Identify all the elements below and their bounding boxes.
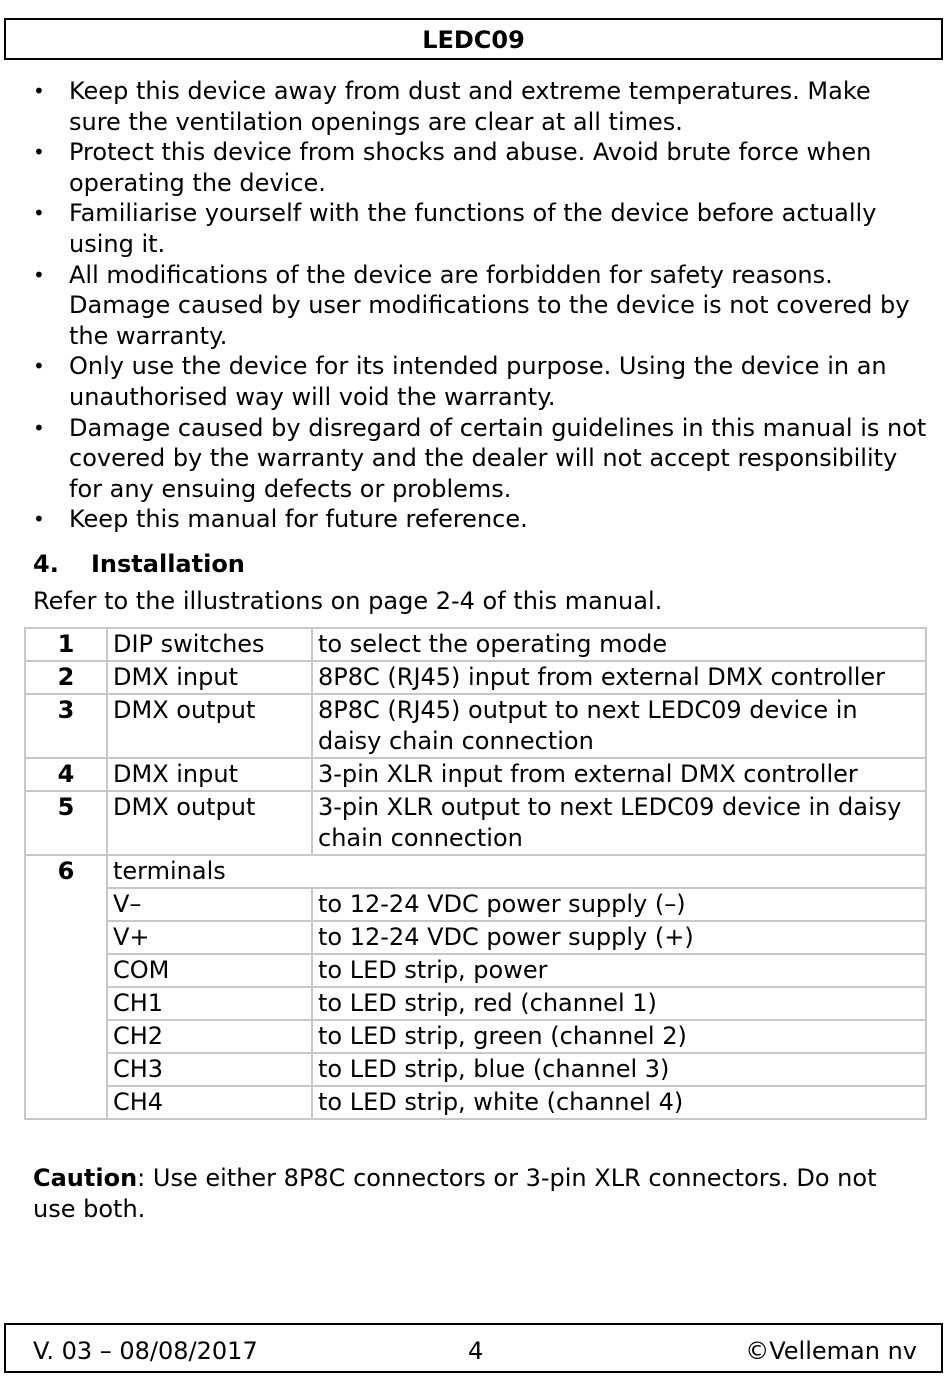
terminal-name: COM bbox=[107, 954, 312, 987]
copyright: ©Velleman nv bbox=[745, 1337, 917, 1365]
bullet-icon: • bbox=[33, 354, 45, 379]
section-number: 4. bbox=[33, 550, 59, 578]
terminal-description: to LED strip, red (channel 1) bbox=[312, 987, 926, 1020]
bullet-icon: • bbox=[33, 415, 45, 440]
table-row bbox=[25, 954, 926, 987]
caution-label: Caution bbox=[33, 1164, 138, 1192]
terminal-description: to LED strip, white (channel 4) bbox=[312, 1086, 926, 1119]
page-number: 4 bbox=[468, 1337, 484, 1365]
part-number: 4 bbox=[25, 758, 107, 791]
part-name: DMX input bbox=[107, 661, 312, 694]
list-item: • Keep this device away from dust and extreme temperatures. Make sure the ventilation openings are clear at all times. bbox=[33, 77, 871, 136]
bullet-icon: • bbox=[33, 262, 45, 287]
parts-table bbox=[24, 627, 927, 1120]
table-row bbox=[25, 1086, 926, 1119]
bullet-icon: • bbox=[33, 140, 45, 165]
part-number: 5 bbox=[25, 791, 107, 855]
table-row bbox=[25, 628, 926, 661]
version-date: V. 03 – 08/08/2017 bbox=[33, 1337, 258, 1365]
bullet-icon: • bbox=[33, 79, 45, 103]
part-description: 3-pin XLR output to next LEDC09 device in daisy chain connection bbox=[312, 791, 926, 855]
bullet-icon: • bbox=[33, 201, 45, 226]
part-number: 1 bbox=[25, 628, 107, 661]
part-description: to select the operating mode bbox=[312, 628, 926, 661]
terminal-description: to LED strip, green (channel 2) bbox=[312, 1020, 926, 1053]
terminal-name: CH1 bbox=[107, 987, 312, 1020]
terminal-name: CH2 bbox=[107, 1020, 312, 1053]
table-row bbox=[25, 758, 926, 791]
terminal-name: V+ bbox=[107, 921, 312, 954]
table-row bbox=[25, 855, 926, 888]
terminal-description: to 12-24 VDC power supply (+) bbox=[312, 921, 926, 954]
part-number: 2 bbox=[25, 661, 107, 694]
table-row bbox=[25, 888, 926, 921]
part-name: DMX output bbox=[107, 791, 312, 855]
part-description: 8P8C (RJ45) input from external DMX controller bbox=[312, 661, 926, 694]
part-name: DMX output bbox=[107, 694, 312, 758]
terminals-label: terminals bbox=[107, 855, 926, 888]
terminal-name: CH4 bbox=[107, 1086, 312, 1119]
table-row bbox=[25, 661, 926, 694]
part-name: DIP switches bbox=[107, 628, 312, 661]
section-heading bbox=[33, 548, 245, 580]
list-item: • Only use the device for its intended purpose. Using the device in an unauthorised way will void the warranty. bbox=[33, 352, 887, 411]
table-row bbox=[25, 921, 926, 954]
section-title: Installation bbox=[91, 550, 245, 578]
part-name: DMX input bbox=[107, 758, 312, 791]
table-row bbox=[25, 694, 926, 758]
list-item: • Familiarise yourself with the functions of the device before actually using it. bbox=[33, 199, 877, 258]
caution-note bbox=[33, 1163, 923, 1225]
terminal-name: CH3 bbox=[107, 1053, 312, 1086]
terminal-name: V– bbox=[107, 888, 312, 921]
terminal-description: to LED strip, blue (channel 3) bbox=[312, 1053, 926, 1086]
part-number: 6 bbox=[25, 855, 107, 1119]
table-row bbox=[25, 791, 926, 855]
safety-bullet-list bbox=[33, 76, 928, 535]
bullet-icon: • bbox=[33, 507, 45, 532]
list-item: • Protect this device from shocks and abuse. Avoid brute force when operating the device. bbox=[33, 138, 872, 197]
list-item: • All modifications of the device are forbidden for safety reasons. Damage caused by user modifications to the device is not covered by the warranty. bbox=[33, 260, 910, 350]
part-description: 8P8C (RJ45) output to next LEDC09 device in daisy chain connection bbox=[312, 694, 926, 758]
part-description: 3-pin XLR input from external DMX controller bbox=[312, 758, 926, 791]
terminal-description: to 12-24 VDC power supply (–) bbox=[312, 888, 926, 921]
document-title: LEDC09 bbox=[422, 26, 525, 54]
terminal-description: to LED strip, power bbox=[312, 954, 926, 987]
table-row bbox=[25, 1053, 926, 1086]
page-header bbox=[4, 18, 943, 60]
section-intro: Refer to the illustrations on page 2-4 of this manual. bbox=[33, 587, 663, 615]
list-item: • Keep this manual for future reference. bbox=[33, 505, 528, 534]
table-row bbox=[25, 1020, 926, 1053]
list-item: • Damage caused by disregard of certain guidelines in this manual is not covered by the warranty and the dealer will not accept responsibility for any ensuing defects or problems. bbox=[33, 413, 927, 503]
page-footer bbox=[4, 1323, 943, 1373]
part-number: 3 bbox=[25, 694, 107, 758]
table-row bbox=[25, 987, 926, 1020]
caution-text: : Use either 8P8C connectors or 3-pin XLR connectors. Do not use both. bbox=[33, 1164, 877, 1223]
